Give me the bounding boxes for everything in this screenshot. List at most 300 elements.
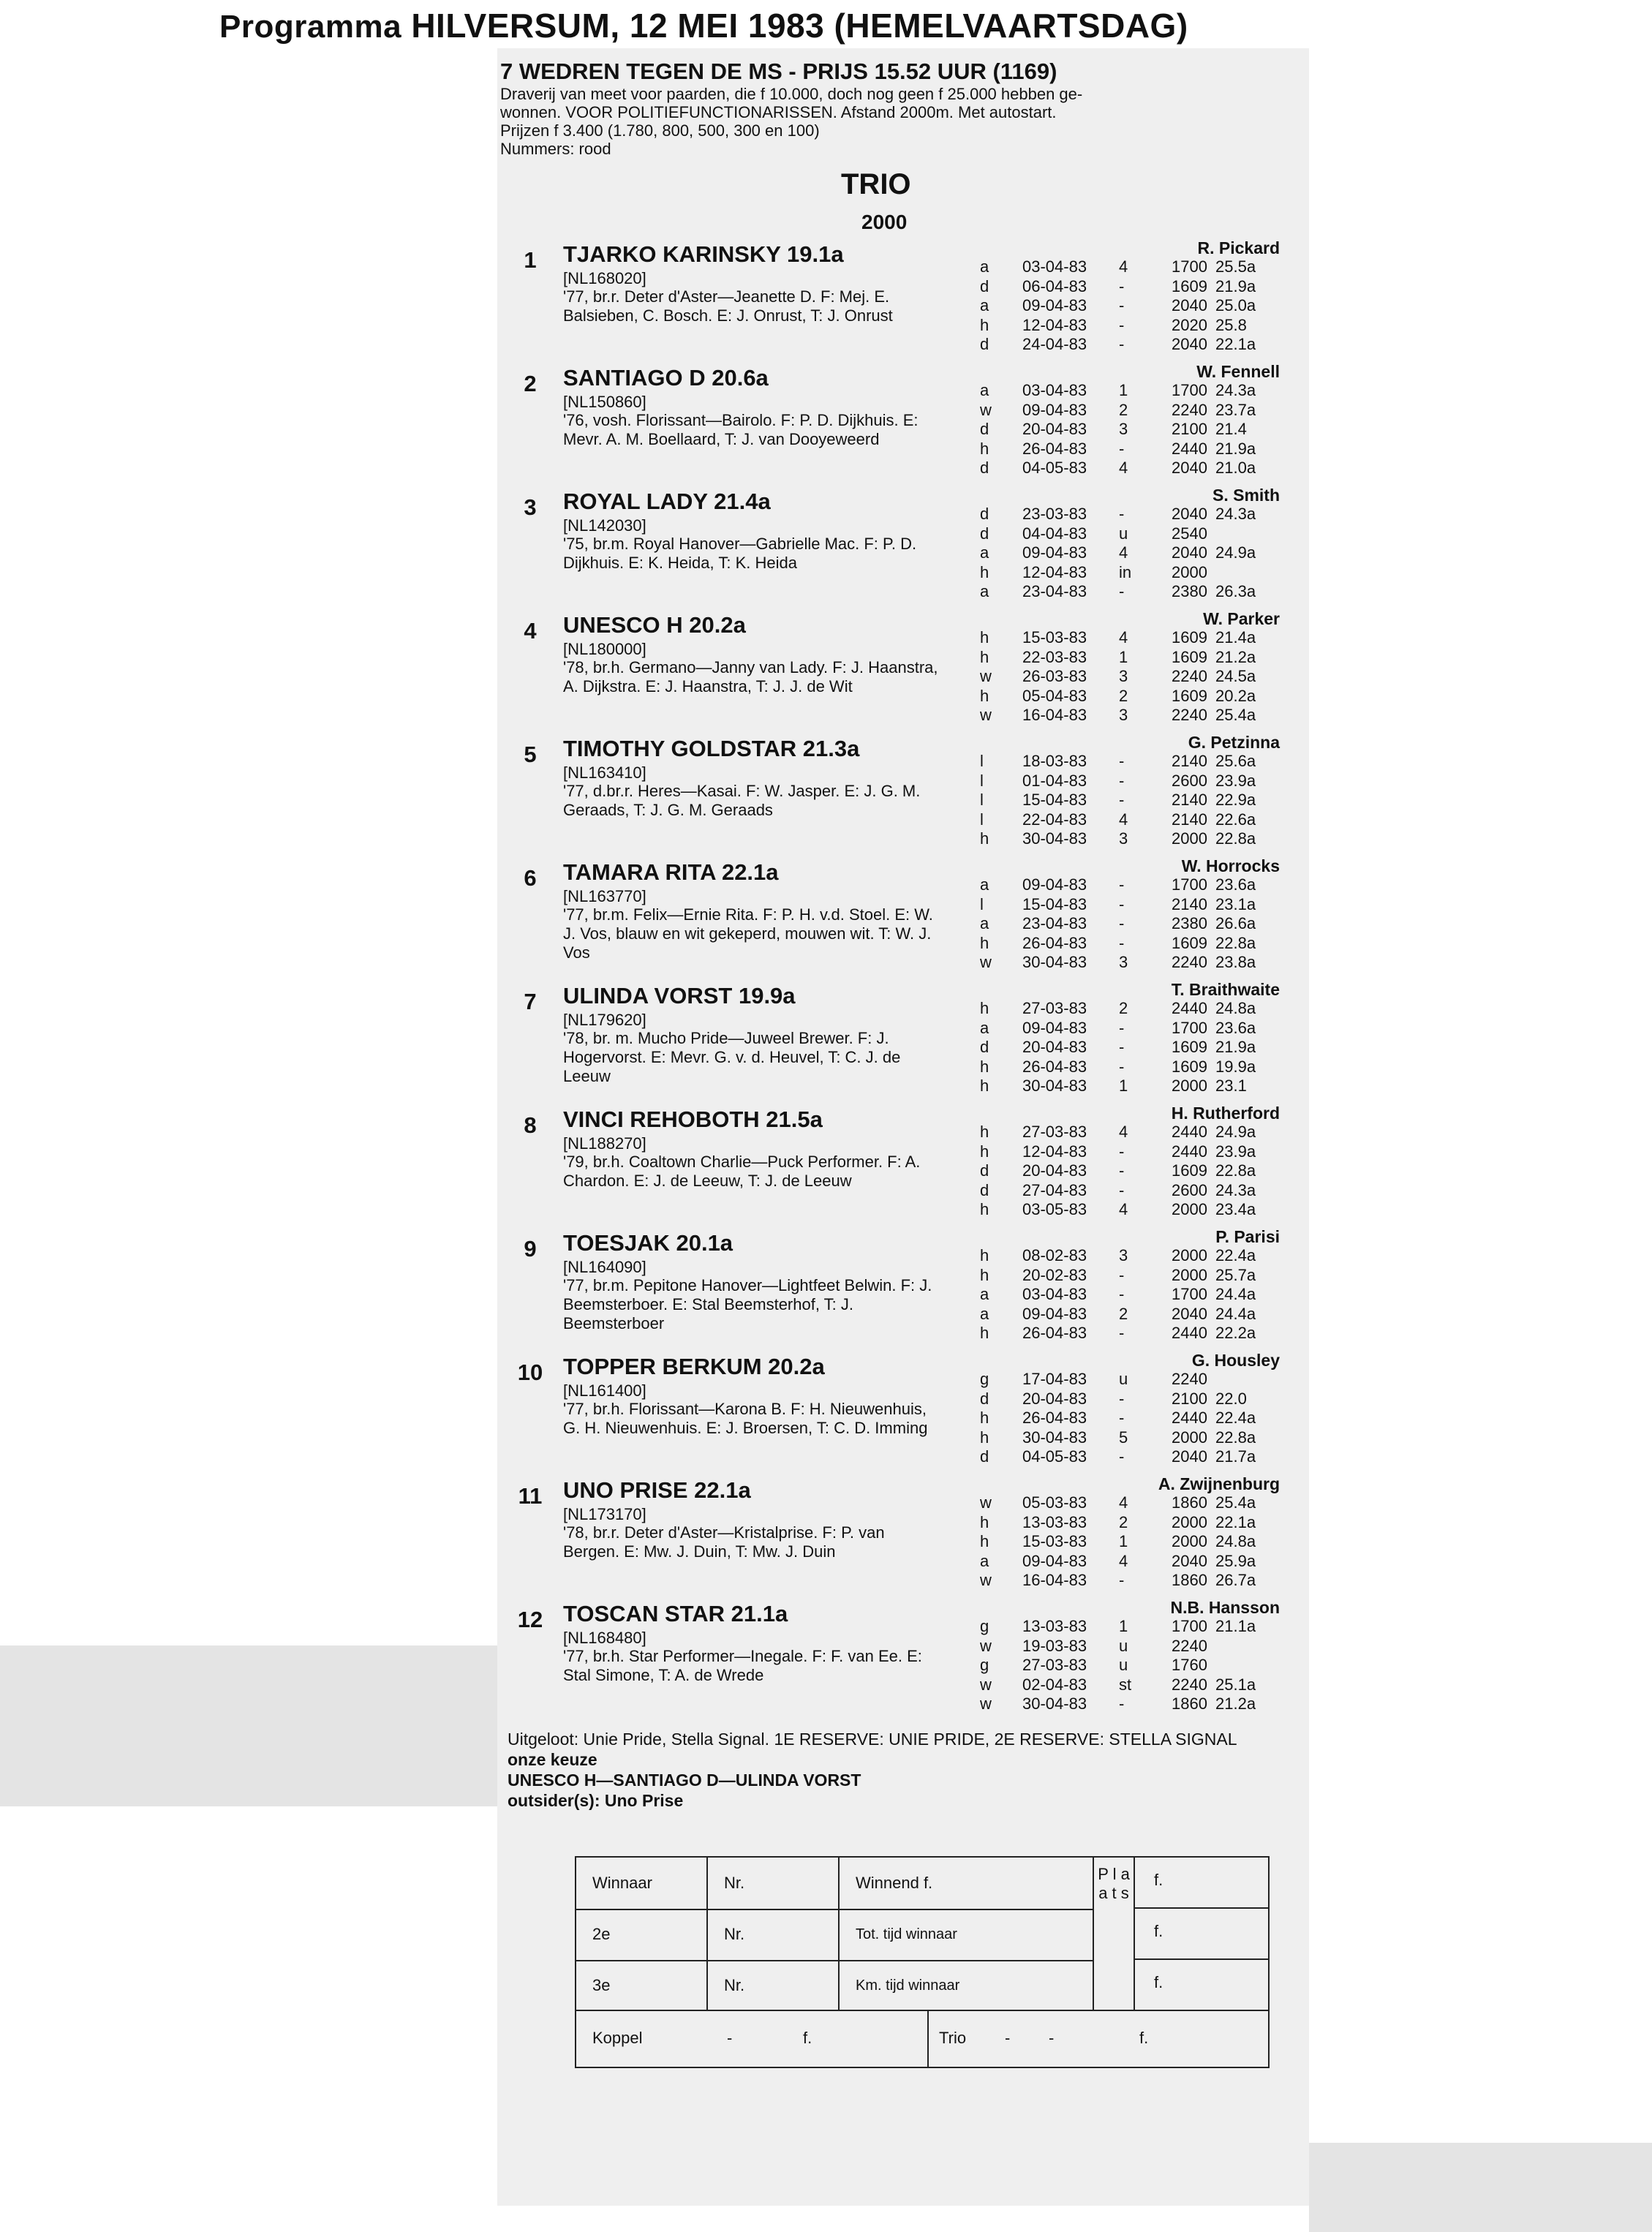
run-time: 22.6a — [1215, 810, 1256, 829]
run-track: d — [980, 505, 989, 523]
run-time: 21.9a — [1215, 276, 1256, 295]
run-track: h — [980, 1532, 989, 1550]
run-row — [980, 563, 1309, 583]
run-place: - — [1119, 771, 1125, 790]
run-track: h — [980, 1077, 989, 1095]
run-place: - — [1119, 1285, 1125, 1303]
run-date: 18-03-83 — [1022, 752, 1087, 770]
horse-entry — [497, 856, 1309, 980]
run-distance: 1860 — [1172, 1493, 1207, 1512]
run-date: 03-04-83 — [1022, 257, 1087, 276]
result-row-f: f. — [1154, 1973, 1163, 1991]
run-row — [980, 459, 1309, 478]
run-distance: 2040 — [1172, 459, 1207, 477]
horse-registration: [NL142030] — [563, 516, 646, 535]
run-place: u — [1119, 1370, 1128, 1388]
result-row-f: f. — [1154, 1871, 1163, 1889]
recent-runs — [980, 1493, 1309, 1591]
run-time: 25.0a — [1215, 296, 1256, 314]
recent-runs — [980, 381, 1309, 478]
race-description — [500, 85, 1275, 158]
run-distance: 2440 — [1172, 999, 1207, 1017]
run-track: d — [980, 459, 989, 477]
horse-registration: [NL180000] — [563, 640, 646, 658]
run-track: a — [980, 1304, 989, 1323]
horse-number: 5 — [524, 742, 537, 767]
run-row — [980, 752, 1309, 772]
run-row — [980, 1409, 1309, 1428]
run-place: - — [1119, 505, 1125, 523]
header-prefix: Programma — [219, 9, 402, 45]
run-track: w — [980, 706, 992, 724]
run-date: 20-04-83 — [1022, 1389, 1087, 1408]
run-row — [980, 420, 1309, 440]
run-track: w — [980, 953, 992, 971]
run-row — [980, 1038, 1309, 1057]
withdrawn-note: Uitgeloot: Unie Pride, Stella Signal. 1E RESERVE: UNIE PRIDE, 2E RESERVE: STELLA SIGNAL — [508, 1730, 1237, 1749]
run-row — [980, 401, 1309, 421]
run-row — [980, 381, 1309, 401]
run-track: g — [980, 1370, 989, 1388]
run-distance: 2140 — [1172, 894, 1207, 913]
run-distance: 2440 — [1172, 1409, 1207, 1427]
run-track: d — [980, 524, 989, 543]
run-time: 25.9a — [1215, 1551, 1256, 1570]
run-time: 22.1a — [1215, 1512, 1256, 1531]
run-row — [980, 1656, 1309, 1675]
run-time: 22.8a — [1215, 829, 1256, 848]
run-row — [980, 1246, 1309, 1266]
horse-pedigree: '77, br.h. Florissant—Karona B. F: H. Nieuwenhuis, G. H. Nieuwenhuis. E: J. Broersen, T: C. D. Imming — [563, 1400, 928, 1437]
outsider-label: outsider(s): — [508, 1791, 600, 1810]
run-time: 26.3a — [1215, 582, 1256, 600]
race-distance: 2000 — [861, 211, 908, 233]
run-distance: 2440 — [1172, 1123, 1207, 1141]
run-distance: 2040 — [1172, 1447, 1207, 1466]
horse-number: 8 — [524, 1112, 537, 1138]
run-distance: 2100 — [1172, 1389, 1207, 1408]
horse-pedigree: '75, br.m. Royal Hanover—Gabrielle Mac. F: P. D. Dijkhuis. E: K. Heida, T: K. Heida — [563, 535, 917, 572]
run-date: 13-03-83 — [1022, 1512, 1087, 1531]
run-row — [980, 1532, 1309, 1552]
run-row — [980, 1161, 1309, 1181]
run-place: 2 — [1119, 686, 1128, 705]
run-date: 26-03-83 — [1022, 667, 1087, 685]
run-place: 4 — [1119, 1123, 1128, 1141]
run-place: - — [1119, 791, 1125, 809]
horse-name: TOSCAN STAR 21.1a — [563, 1601, 788, 1626]
run-time: 23.8a — [1215, 953, 1256, 971]
run-distance: 2600 — [1172, 1180, 1207, 1199]
run-time: 24.4a — [1215, 1285, 1256, 1303]
run-row — [980, 1305, 1309, 1324]
horse-driver: R. Pickard — [1197, 238, 1280, 257]
run-row — [980, 1694, 1309, 1714]
horse-entry — [497, 1104, 1309, 1227]
run-row — [980, 316, 1309, 336]
horse-registration: [NL163770] — [563, 887, 646, 905]
horse-registration: [NL161400] — [563, 1381, 646, 1400]
run-place: - — [1119, 752, 1125, 770]
run-distance: 2240 — [1172, 667, 1207, 685]
run-row — [980, 999, 1309, 1019]
horse-name: VINCI REHOBOTH 21.5a — [563, 1106, 823, 1132]
pick-label: onze keuze — [508, 1750, 597, 1769]
bet-type: TRIO — [841, 168, 911, 200]
run-track: w — [980, 1493, 992, 1512]
run-time: 23.1 — [1215, 1077, 1247, 1095]
run-place: 1 — [1119, 381, 1128, 399]
horse-registration: [NL173170] — [563, 1505, 646, 1523]
run-distance: 2440 — [1172, 439, 1207, 458]
run-place: 2 — [1119, 400, 1128, 419]
header-title: HILVERSUM, 12 MEI 1983 (HEMELVAARTSDAG) — [411, 7, 1188, 45]
run-date: 09-04-83 — [1022, 1304, 1087, 1323]
run-date: 30-04-83 — [1022, 1694, 1087, 1713]
horse-entry — [497, 486, 1309, 609]
run-time: 23.6a — [1215, 1018, 1256, 1037]
horse-registration: [NL164090] — [563, 1258, 646, 1276]
run-date: 03-05-83 — [1022, 1200, 1087, 1218]
horse-name: UNESCO H 20.2a — [563, 612, 746, 638]
run-track: a — [980, 543, 989, 562]
run-distance: 2020 — [1172, 315, 1207, 334]
run-distance: 2380 — [1172, 914, 1207, 932]
run-track: d — [980, 1161, 989, 1180]
run-track: l — [980, 894, 984, 913]
result-row — [576, 1858, 1093, 1910]
horse-pedigree: '78, br. m. Mucho Pride—Juweel Brewer. F: J. Hogervorst. E: Mevr. G. v. d. Heuvel, T: C. J. de Leeuw — [563, 1029, 901, 1085]
run-time: 25.4a — [1215, 706, 1256, 724]
run-distance: 2440 — [1172, 1324, 1207, 1342]
run-date: 04-05-83 — [1022, 1447, 1087, 1466]
run-place: 1 — [1119, 1617, 1128, 1635]
pick: UNESCO H—SANTIAGO D—ULINDA VORST — [508, 1771, 861, 1790]
horse-registration: [NL163410] — [563, 764, 646, 782]
horse-name: TOESJAK 20.1a — [563, 1230, 733, 1256]
race-description-line: Draverij van meet voor paarden, die f 10.000, doch nog geen f 25.000 hebben ge- — [500, 85, 1083, 103]
horse-entry — [497, 1598, 1309, 1722]
horse-registration: [NL168020] — [563, 269, 646, 287]
run-row — [980, 829, 1309, 849]
run-time: 26.7a — [1215, 1571, 1256, 1589]
koppel-trio-row — [576, 2011, 1268, 2065]
horse-registration: [NL150860] — [563, 393, 646, 411]
run-track: l — [980, 791, 984, 809]
horse-name: ULINDA VORST 19.9a — [563, 983, 796, 1008]
run-row — [980, 1390, 1309, 1409]
horse-number: 9 — [524, 1236, 537, 1262]
run-place: 4 — [1119, 1551, 1128, 1570]
run-time: 24.4a — [1215, 1304, 1256, 1323]
run-distance: 1609 — [1172, 628, 1207, 646]
run-row — [980, 628, 1309, 648]
run-date: 26-04-83 — [1022, 1324, 1087, 1342]
run-place: 1 — [1119, 647, 1128, 666]
run-date: 27-03-83 — [1022, 1656, 1087, 1674]
run-distance: 2540 — [1172, 524, 1207, 543]
run-place: 3 — [1119, 1246, 1128, 1264]
outsider-line — [508, 1790, 1297, 1811]
result-row — [576, 1960, 1093, 2011]
run-track: a — [980, 296, 989, 314]
result-row-label: 2e — [576, 1909, 708, 1960]
run-date: 23-04-83 — [1022, 914, 1087, 932]
run-track: h — [980, 1324, 989, 1342]
run-row — [980, 648, 1309, 668]
run-date: 23-04-83 — [1022, 582, 1087, 600]
run-track: w — [980, 1636, 992, 1655]
horse-number: 12 — [517, 1607, 543, 1632]
run-time: 21.9a — [1215, 1038, 1256, 1056]
recent-runs — [980, 505, 1309, 602]
run-place: 3 — [1119, 953, 1128, 971]
run-date: 27-04-83 — [1022, 1180, 1087, 1199]
run-distance: 2380 — [1172, 582, 1207, 600]
run-track: h — [980, 1512, 989, 1531]
run-date: 26-04-83 — [1022, 1057, 1087, 1076]
run-date: 06-04-83 — [1022, 276, 1087, 295]
run-date: 09-04-83 — [1022, 400, 1087, 419]
run-date: 08-02-83 — [1022, 1246, 1087, 1264]
result-row-field: Km. tijd winnaar — [856, 1977, 960, 1994]
run-time: 24.3a — [1215, 1180, 1256, 1199]
run-place: 1 — [1119, 1532, 1128, 1550]
run-date: 15-03-83 — [1022, 1532, 1087, 1550]
run-place: - — [1119, 1265, 1125, 1284]
run-track: h — [980, 933, 989, 952]
run-place: 4 — [1119, 1493, 1128, 1512]
run-track: h — [980, 1246, 989, 1264]
run-row — [980, 687, 1309, 706]
horse-number: 11 — [518, 1483, 543, 1509]
run-row — [980, 1552, 1309, 1572]
background-speck — [1309, 2143, 1652, 2232]
horse-entry — [497, 609, 1309, 733]
run-time: 24.8a — [1215, 999, 1256, 1017]
run-time: 23.4a — [1215, 1200, 1256, 1218]
background-speck — [0, 1645, 497, 1806]
horse-registration: [NL168480] — [563, 1629, 646, 1647]
run-time: 24.9a — [1215, 1123, 1256, 1141]
run-distance: 2000 — [1172, 1246, 1207, 1264]
run-place: 3 — [1119, 706, 1128, 724]
horse-name: TIMOTHY GOLDSTAR 21.3a — [563, 736, 860, 761]
run-time: 23.7a — [1215, 400, 1256, 419]
run-time: 25.1a — [1215, 1675, 1256, 1694]
run-date: 05-03-83 — [1022, 1493, 1087, 1512]
run-place: - — [1119, 1161, 1125, 1180]
run-distance: 1700 — [1172, 381, 1207, 399]
run-distance: 2000 — [1172, 1512, 1207, 1531]
koppel-label: Koppel — [592, 2029, 643, 2047]
run-distance: 2100 — [1172, 420, 1207, 438]
run-date: 30-04-83 — [1022, 953, 1087, 971]
run-distance: 2000 — [1172, 1265, 1207, 1284]
run-row — [980, 1057, 1309, 1077]
horse-list — [497, 238, 1309, 1722]
run-row — [980, 257, 1309, 277]
run-date: 09-04-83 — [1022, 1018, 1087, 1037]
run-place: - — [1119, 1694, 1125, 1713]
koppel-f: f. — [803, 2029, 812, 2047]
run-distance: 1609 — [1172, 933, 1207, 952]
race-title: 7 WEDREN TEGEN DE MS - PRIJS 15.52 UUR (1169) — [500, 59, 1057, 84]
run-distance: 1700 — [1172, 1617, 1207, 1635]
horse-name: TOPPER BERKUM 20.2a — [563, 1354, 825, 1379]
run-place: - — [1119, 276, 1125, 295]
run-place: - — [1119, 875, 1125, 894]
horse-entry — [497, 980, 1309, 1104]
run-distance: 1700 — [1172, 1018, 1207, 1037]
run-row — [980, 524, 1309, 544]
run-date: 01-04-83 — [1022, 771, 1087, 790]
run-row — [980, 1617, 1309, 1637]
run-date: 03-04-83 — [1022, 381, 1087, 399]
run-distance: 2000 — [1172, 1428, 1207, 1447]
horse-driver: G. Housley — [1191, 1351, 1280, 1370]
run-distance: 1760 — [1172, 1656, 1207, 1674]
run-track: a — [980, 1285, 989, 1303]
horse-pedigree: '78, br.r. Deter d'Aster—Kristalprise. F: P. van Bergen. E: Mw. J. Duin, T: Mw. J. Duin — [563, 1523, 885, 1561]
run-track: a — [980, 381, 989, 399]
run-place: 3 — [1119, 420, 1128, 438]
run-track: h — [980, 315, 989, 334]
run-row — [980, 335, 1309, 355]
run-distance: 1609 — [1172, 1038, 1207, 1056]
run-place: 1 — [1119, 1077, 1128, 1095]
race-description-line: Nummers: rood — [500, 140, 611, 158]
run-track: h — [980, 686, 989, 705]
run-date: 12-04-83 — [1022, 1142, 1087, 1161]
run-track: h — [980, 1409, 989, 1427]
horse-pedigree: '77, br.m. Felix—Ernie Rita. F: P. H. v.d. Stoel. E: W. J. Vos, blauw en wit gekeperd, mouwen wit. T: W. J. Vos — [563, 905, 933, 962]
horse-entry — [497, 733, 1309, 856]
run-track: a — [980, 914, 989, 932]
run-place: - — [1119, 315, 1125, 334]
run-time: 25.5a — [1215, 257, 1256, 276]
run-place: - — [1119, 1447, 1125, 1466]
horse-registration: [NL188270] — [563, 1134, 646, 1153]
run-row — [980, 1493, 1309, 1513]
run-date: 13-03-83 — [1022, 1617, 1087, 1635]
run-row — [980, 791, 1309, 810]
horse-number: 4 — [524, 618, 537, 644]
run-date: 30-04-83 — [1022, 1428, 1087, 1447]
run-track: h — [980, 829, 989, 848]
run-time: 22.9a — [1215, 791, 1256, 809]
run-track: w — [980, 667, 992, 685]
run-place: st — [1119, 1675, 1132, 1694]
horse-driver: W. Horrocks — [1181, 856, 1280, 875]
run-row — [980, 505, 1309, 524]
run-row — [980, 953, 1309, 973]
recent-runs — [980, 628, 1309, 725]
horse-registration: [NL179620] — [563, 1011, 646, 1029]
recent-runs — [980, 752, 1309, 849]
horse-number: 1 — [524, 247, 537, 273]
run-place: - — [1119, 296, 1125, 314]
horse-driver: P. Parisi — [1215, 1227, 1280, 1246]
footer — [508, 1729, 1297, 1811]
recent-runs — [980, 1246, 1309, 1343]
run-time: 25.6a — [1215, 752, 1256, 770]
run-date: 02-04-83 — [1022, 1675, 1087, 1694]
run-date: 27-03-83 — [1022, 999, 1087, 1017]
run-place: - — [1119, 1057, 1125, 1076]
run-date: 03-04-83 — [1022, 1285, 1087, 1303]
run-time: 26.6a — [1215, 914, 1256, 932]
result-row-nr: Nr. — [708, 1858, 840, 1909]
run-time: 21.7a — [1215, 1447, 1256, 1466]
run-time: 21.9a — [1215, 439, 1256, 458]
run-row — [980, 1077, 1309, 1096]
run-track: d — [980, 1447, 989, 1466]
run-date: 04-04-83 — [1022, 524, 1087, 543]
run-distance: 1700 — [1172, 257, 1207, 276]
run-row — [980, 875, 1309, 895]
run-date: 30-04-83 — [1022, 829, 1087, 848]
horse-entry — [497, 1227, 1309, 1351]
run-distance: 2000 — [1172, 1200, 1207, 1218]
run-date: 20-04-83 — [1022, 420, 1087, 438]
run-row — [980, 1675, 1309, 1695]
trio-f: f. — [1139, 2029, 1149, 2047]
run-place: 3 — [1119, 829, 1128, 848]
plaats-label: P l a a t s — [1093, 1858, 1135, 2011]
run-row — [980, 1181, 1309, 1201]
run-date: 09-04-83 — [1022, 875, 1087, 894]
run-time: 21.1a — [1215, 1617, 1256, 1635]
run-date: 16-04-83 — [1022, 1571, 1087, 1589]
run-date: 23-03-83 — [1022, 505, 1087, 523]
result-row-field: Winnend f. — [856, 1874, 933, 1892]
run-date: 20-04-83 — [1022, 1161, 1087, 1180]
run-track: d — [980, 1389, 989, 1408]
run-date: 09-04-83 — [1022, 1551, 1087, 1570]
recent-runs — [980, 999, 1309, 1096]
run-date: 12-04-83 — [1022, 315, 1087, 334]
run-distance: 1609 — [1172, 647, 1207, 666]
run-time: 22.8a — [1215, 933, 1256, 952]
run-distance: 2000 — [1172, 829, 1207, 848]
horse-pedigree: '77, br.r. Deter d'Aster—Jeanette D. F: Mej. E. Balsieben, C. Bosch. E: J. Onrust, T: J. Onrust — [563, 287, 893, 325]
run-time: 25.4a — [1215, 1493, 1256, 1512]
horse-number: 2 — [524, 371, 537, 396]
run-track: w — [980, 400, 992, 419]
run-track: a — [980, 582, 989, 600]
run-place: 2 — [1119, 999, 1128, 1017]
run-track: g — [980, 1656, 989, 1674]
run-place: - — [1119, 933, 1125, 952]
run-track: h — [980, 439, 989, 458]
horse-driver: G. Petzinna — [1188, 733, 1280, 752]
run-place: - — [1119, 335, 1125, 353]
koppel-dash: - — [727, 2029, 733, 2047]
run-row — [980, 277, 1309, 297]
horse-driver: W. Parker — [1203, 609, 1280, 628]
run-track: h — [980, 1057, 989, 1076]
run-date: 22-04-83 — [1022, 810, 1087, 829]
run-distance: 2000 — [1172, 1077, 1207, 1095]
horse-number: 7 — [524, 989, 537, 1014]
run-distance: 2040 — [1172, 543, 1207, 562]
run-date: 05-04-83 — [1022, 686, 1087, 705]
horse-driver: T. Braithwaite — [1171, 980, 1280, 999]
run-time: 25.7a — [1215, 1265, 1256, 1284]
trio-dash: - — [1049, 2029, 1055, 2047]
run-place: - — [1119, 1142, 1125, 1161]
